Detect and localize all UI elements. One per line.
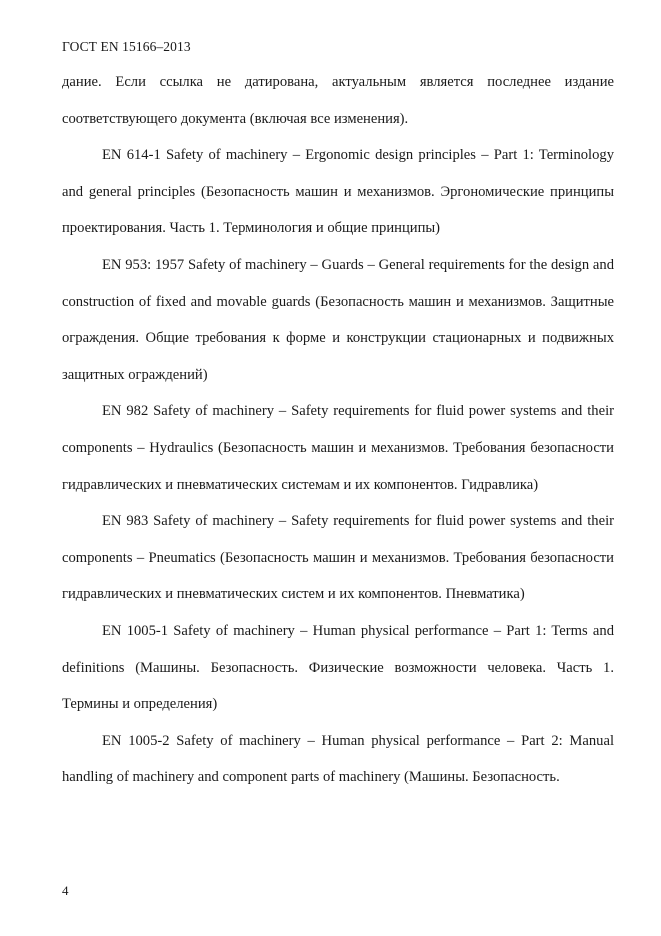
document-body bbox=[62, 64, 614, 796]
reference-en-982: EN 982 Safety of machinery – Safety requirements for fluid power systems and their components – Hydraulics (Безопасность машин и механизмов. Требования безопасности гидравлических и пневматических системам и их компонентов. Гидравлика) bbox=[62, 403, 614, 493]
reference-en-1005-2: EN 1005-2 Safety of machinery – Human physical performance – Part 2: Manual handling of machinery and component parts of machinery (Машины. Безопасность. bbox=[62, 732, 614, 786]
reference-en-983: EN 983 Safety of machinery – Safety requirements for fluid power systems and their components – Pneumatics (Безопасность машин и механизмов. Требования безопасности гидравлических и пневматических систем и их компонентов. Пневматика) bbox=[62, 513, 614, 603]
standard-code-header: ГОСТ EN 15166–2013 bbox=[62, 39, 191, 54]
paragraph-continuation: дание. Если ссылка не датирована, актуальным является последнее издание соответствующего документа (включая все изменения). bbox=[62, 74, 614, 127]
reference-en-1005-1: EN 1005-1 Safety of machinery – Human physical performance – Part 1: Terms and definitions (Машины. Безопасность. Физические возможности человека. Часть 1. Термины и определения) bbox=[62, 622, 614, 713]
reference-en-614-1: EN 614-1 Safety of machinery – Ergonomic design principles – Part 1: Terminology and general principles (Безопасность машин и механизмов. Эргономические принципы проектирования. Часть 1. Терминология и общие принципы) bbox=[62, 147, 614, 237]
reference-en-953: EN 953: 1957 Safety of machinery – Guards – General requirements for the design and construction of fixed and movable guards (Безопасность машин и механизмов. Защитные ограждения. Общие требования к форме и конструкции стационарных и подвижных защитных ограждений) bbox=[62, 256, 614, 383]
page-number: 4 bbox=[62, 883, 69, 898]
